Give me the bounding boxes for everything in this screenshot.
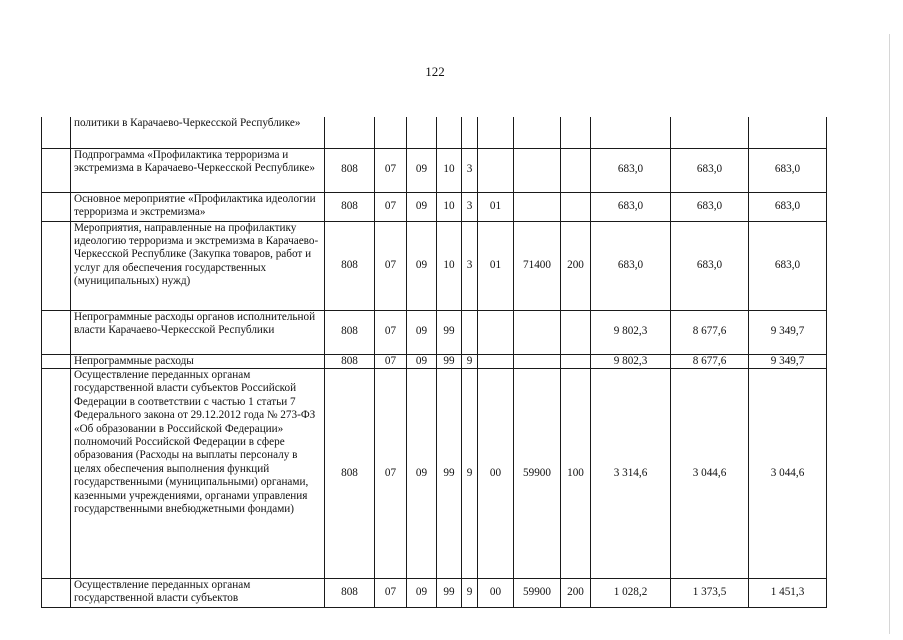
subsection-code-cell: 09 [407,354,437,368]
main-event-code-cell [478,310,514,354]
amount-year-2-cell: 683,0 [671,221,749,310]
program-code-cell: 10 [437,221,462,310]
expense-type-cell [561,148,591,192]
direction-code-cell: 71400 [514,221,561,310]
expense-type-cell: 200 [561,221,591,310]
ministry-code-cell: 808 [325,354,375,368]
amount-year-1-cell: 3 314,6 [591,368,671,578]
subsection-code-cell: 09 [407,578,437,607]
table-row [42,368,827,578]
row-number-cell [42,354,71,368]
direction-code-cell [514,354,561,368]
amount-year-3-cell: 683,0 [749,192,827,221]
section-code-cell: 07 [375,221,407,310]
section-code-cell: 07 [375,368,407,578]
subsection-code-cell: 09 [407,221,437,310]
ministry-code-cell: 808 [325,578,375,607]
subprogram-code-cell: 9 [462,578,478,607]
ministry-code-cell: 808 [325,368,375,578]
table-row [42,578,827,607]
ministry-code-cell: 808 [325,310,375,354]
page-number: 122 [425,64,445,79]
direction-code-cell [514,310,561,354]
program-code-cell: 99 [437,354,462,368]
direction-code-cell [514,117,561,148]
amount-year-1-cell: 683,0 [591,221,671,310]
amount-year-2-cell [671,117,749,148]
amount-year-2-cell: 8 677,6 [671,354,749,368]
subsection-code-cell: 09 [407,148,437,192]
expense-type-cell [561,310,591,354]
program-code-cell: 10 [437,148,462,192]
expense-type-cell [561,117,591,148]
ministry-code-cell [325,117,375,148]
scan-edge-line [889,34,890,634]
row-number-cell [42,192,71,221]
subprogram-code-cell: 9 [462,368,478,578]
direction-code-cell: 59900 [514,578,561,607]
main-event-code-cell: 01 [478,221,514,310]
ministry-code-cell: 808 [325,148,375,192]
section-code-cell: 07 [375,354,407,368]
expense-type-cell: 100 [561,368,591,578]
main-event-code-cell: 01 [478,192,514,221]
amount-year-3-cell: 3 044,6 [749,368,827,578]
main-event-code-cell [478,354,514,368]
amount-year-3-cell: 683,0 [749,148,827,192]
section-code-cell: 07 [375,192,407,221]
main-event-code-cell [478,117,514,148]
expense-type-cell [561,354,591,368]
section-code-cell [375,117,407,148]
program-code-cell: 99 [437,310,462,354]
row-name-cell: Непрограммные расходы [71,354,325,368]
table-row [42,117,827,148]
subsection-code-cell [407,117,437,148]
subprogram-code-cell [462,117,478,148]
row-number-cell [42,368,71,578]
table-row [42,148,827,192]
program-code-cell [437,117,462,148]
direction-code-cell [514,148,561,192]
subprogram-code-cell: 3 [462,221,478,310]
amount-year-2-cell: 683,0 [671,148,749,192]
main-event-code-cell [478,148,514,192]
amount-year-3-cell: 683,0 [749,221,827,310]
direction-code-cell [514,192,561,221]
row-name-cell: Осуществление переданных органам государственной власти субъектов Российской Федерации в соответствии с частью 1 статьи 7 Федерального закона от 29.12.2012 года № 273-ФЗ «Об образовании в Российской Федерации» полномочий Российской Федерации в сфере образования (Расходы на выплаты персоналу в целях обеспечения выполнения функций государственными (муниципальными) органами, казенными учреждениями, органами управления государственными внебюджетными фондами) [71,368,325,578]
row-number-cell [42,221,71,310]
expense-type-cell [561,192,591,221]
program-code-cell: 99 [437,368,462,578]
section-code-cell: 07 [375,310,407,354]
row-number-cell [42,578,71,607]
amount-year-1-cell: 9 802,3 [591,310,671,354]
amount-year-3-cell: 9 349,7 [749,310,827,354]
ministry-code-cell: 808 [325,221,375,310]
row-name-cell: Осуществление переданных органам государственной власти субъектов [71,578,325,607]
row-name-cell: политики в Карачаево-Черкесской Республике» [71,117,325,148]
subprogram-code-cell: 3 [462,192,478,221]
subprogram-code-cell: 3 [462,148,478,192]
amount-year-2-cell: 683,0 [671,192,749,221]
subsection-code-cell: 09 [407,192,437,221]
main-event-code-cell: 00 [478,368,514,578]
subsection-code-cell: 09 [407,368,437,578]
subsection-code-cell: 09 [407,310,437,354]
amount-year-1-cell [591,117,671,148]
row-number-cell [42,148,71,192]
program-code-cell: 99 [437,578,462,607]
expense-type-cell: 200 [561,578,591,607]
budget-table [41,117,827,608]
amount-year-1-cell: 683,0 [591,148,671,192]
row-name-cell: Непрограммные расходы органов исполнительной власти Карачаево-Черкесской Республики [71,310,325,354]
subprogram-code-cell [462,310,478,354]
amount-year-2-cell: 1 373,5 [671,578,749,607]
amount-year-3-cell [749,117,827,148]
amount-year-1-cell: 683,0 [591,192,671,221]
program-code-cell: 10 [437,192,462,221]
row-number-cell [42,117,71,148]
ministry-code-cell: 808 [325,192,375,221]
main-event-code-cell: 00 [478,578,514,607]
table-row [42,354,827,368]
table-row [42,192,827,221]
section-code-cell: 07 [375,148,407,192]
amount-year-3-cell: 9 349,7 [749,354,827,368]
row-name-cell: Подпрограмма «Профилактика терроризма и экстремизма в Карачаево-Черкесской Республике» [71,148,325,192]
row-number-cell [42,310,71,354]
amount-year-3-cell: 1 451,3 [749,578,827,607]
direction-code-cell: 59900 [514,368,561,578]
table-row [42,310,827,354]
amount-year-2-cell: 3 044,6 [671,368,749,578]
table-row [42,221,827,310]
amount-year-1-cell: 1 028,2 [591,578,671,607]
amount-year-2-cell: 8 677,6 [671,310,749,354]
row-name-cell: Мероприятия, направленные на профилактику идеологию терроризма и экстремизма в Карачаево-Черкесской Республике (Закупка товаров, работ и услуг для обеспечения государственных (муниципальных) нужд) [71,221,325,310]
section-code-cell: 07 [375,578,407,607]
amount-year-1-cell: 9 802,3 [591,354,671,368]
row-name-cell: Основное мероприятие «Профилактика идеологии терроризма и экстремизма» [71,192,325,221]
subprogram-code-cell: 9 [462,354,478,368]
